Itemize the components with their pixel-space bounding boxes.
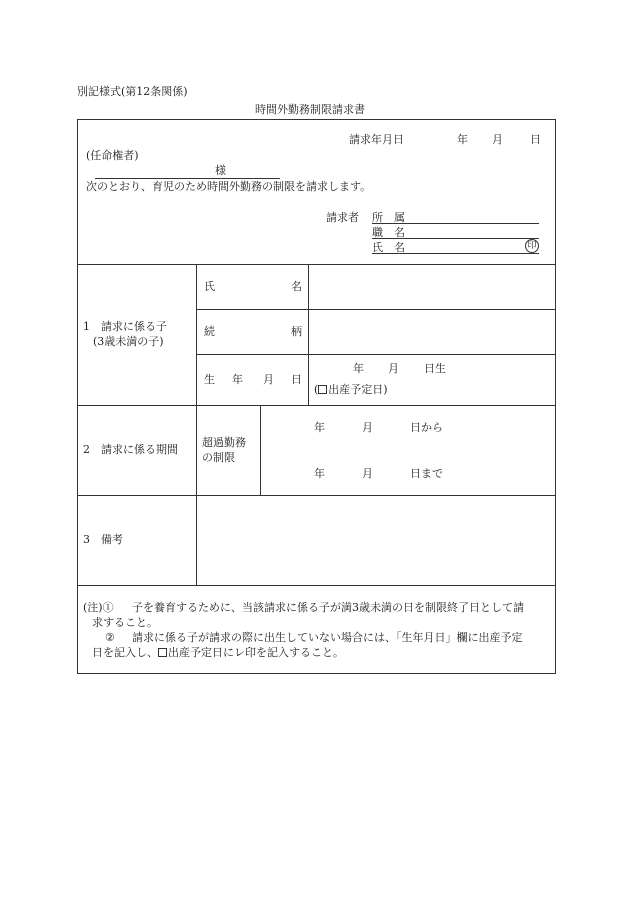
period-to-month: 月 bbox=[362, 467, 373, 480]
period-from-year: 年 bbox=[314, 421, 325, 434]
honorific-label: 様 bbox=[215, 164, 226, 177]
form-reference: 別記様式(第12条関係) bbox=[77, 85, 188, 98]
requester-name-label: 氏 名 bbox=[372, 241, 405, 254]
note1-line2: 求すること。 bbox=[92, 616, 158, 629]
affiliation-label: 所 属 bbox=[372, 211, 405, 224]
child-birth-label-4: 日 bbox=[291, 373, 302, 386]
note2-mark: ② bbox=[105, 631, 115, 644]
requester-label: 請求者 bbox=[326, 211, 359, 224]
form-title: 時間外勤務制限請求書 bbox=[255, 103, 365, 116]
note-checkbox-icon bbox=[158, 648, 167, 657]
child-relation-label-1: 続 bbox=[204, 325, 215, 338]
child-birth-label-1: 生 bbox=[204, 373, 215, 386]
birth-day-suffix: 日生 bbox=[424, 362, 446, 375]
note2-line1: 請求に係る子が請求の際に出生していない場合には、「生年月日」欄に出産予定 bbox=[132, 631, 523, 644]
form-table bbox=[77, 119, 556, 674]
period-section-label: 2 請求に係る期間 bbox=[83, 443, 178, 456]
note1-line1: 子を養育するために、当該請求に係る子が満3歳未満の日を制限終了日として請 bbox=[132, 601, 524, 614]
child-relation-label-2: 柄 bbox=[291, 325, 302, 338]
request-date-day: 日 bbox=[530, 133, 541, 146]
child-section-label: 1 請求に係る子 bbox=[83, 320, 167, 333]
remarks-value[interactable] bbox=[197, 496, 555, 585]
birth-year: 年 bbox=[353, 362, 364, 375]
divider-remarks-section bbox=[78, 585, 555, 586]
child-name-label-1: 氏 bbox=[204, 280, 215, 293]
requester-name-underline bbox=[372, 253, 539, 254]
period-from-suffix: 日から bbox=[410, 421, 443, 434]
period-sublabel-line2: の制限 bbox=[202, 451, 235, 464]
period-to-suffix: 日まで bbox=[410, 467, 443, 480]
expected-birth-option[interactable]: ( 出産予定日) bbox=[314, 383, 388, 396]
affiliation-underline bbox=[372, 223, 539, 224]
birth-month: 月 bbox=[388, 362, 399, 375]
period-from-month: 月 bbox=[362, 421, 373, 434]
divider-child-relation bbox=[196, 354, 555, 355]
note2-line2-part2: 出産予定日にレ印を記入すること。 bbox=[168, 646, 344, 659]
request-date-month: 月 bbox=[492, 133, 503, 146]
child-relation-value[interactable] bbox=[309, 310, 555, 354]
job-title-underline bbox=[372, 238, 539, 239]
appointer-underline bbox=[95, 178, 280, 179]
job-title-label: 職 名 bbox=[372, 226, 405, 239]
appointer-label: (任命権者) bbox=[86, 149, 139, 162]
expected-birth-label: 出産予定日 bbox=[328, 383, 384, 396]
period-sublabel-line1: 超過勤務 bbox=[202, 436, 246, 449]
request-date-year: 年 bbox=[457, 133, 468, 146]
request-statement: 次のとおり、育児のため時間外勤務の制限を請求します。 bbox=[86, 180, 372, 193]
child-birth-label-3: 月 bbox=[263, 373, 274, 386]
period-to-year: 年 bbox=[314, 467, 325, 480]
note2-line2 bbox=[92, 646, 344, 660]
request-date-label: 請求年月日 bbox=[349, 133, 404, 146]
notes-prefix: (注)① bbox=[83, 601, 114, 614]
child-section-sublabel: (3歳未満の子) bbox=[93, 335, 164, 348]
divider-child-section bbox=[78, 405, 555, 406]
note2-line2-part1: 日を記入し、 bbox=[92, 646, 158, 659]
child-name-value[interactable] bbox=[309, 265, 555, 309]
child-birth-label-2: 年 bbox=[232, 373, 243, 386]
divider-period-value-column bbox=[260, 405, 261, 495]
expected-birth-checkbox[interactable] bbox=[318, 385, 327, 394]
remarks-label: 3 備考 bbox=[83, 533, 123, 546]
seal-icon: 印 bbox=[525, 239, 539, 253]
child-name-label-2: 名 bbox=[291, 280, 302, 293]
